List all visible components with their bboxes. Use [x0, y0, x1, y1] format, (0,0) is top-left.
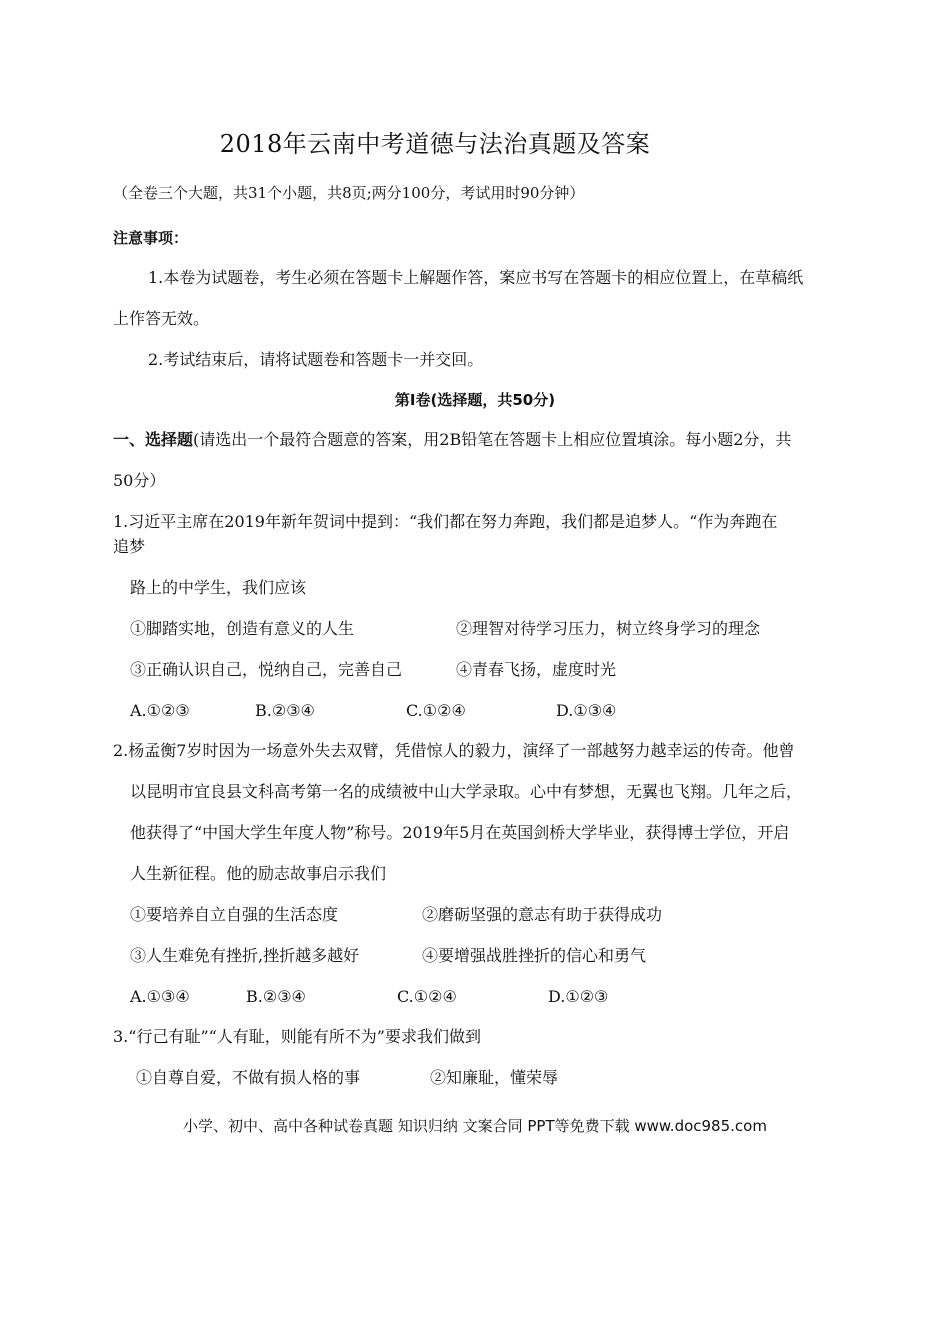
notice-item-1-line-2: 上作答无效。	[113, 309, 210, 328]
question-1-option-4: ④青春飞扬，虚度时光	[456, 660, 617, 679]
question-1-choice-d: D.①③④	[556, 701, 617, 720]
part-one-description: (请选出一个最符合题意的答案，用2B铅笔在答题卡上相应位置填涂。每小题2分，共	[193, 430, 792, 449]
question-1-stem-line-2: 追梦	[113, 537, 146, 556]
question-2-stem-line-4: 人生新征程。他的励志故事启示我们	[130, 864, 387, 883]
question-1-stem-line-1: 1.习近平主席在2019年新年贺词中提到：“我们都在努力奔跑，我们都是追梦人。“作为奔跑在	[113, 512, 778, 531]
notice-item-2: 2.考试结束后，请将试题卷和答题卡一并交回。	[148, 350, 484, 369]
document-title: 2018年云南中考道德与法治真题及答案	[219, 130, 651, 158]
question-1-choice-b: B.②③④	[255, 701, 315, 720]
part-one-line-2: 50分）	[113, 471, 166, 490]
question-3-option-1: ①自尊自爱，不做有损人格的事	[136, 1068, 361, 1087]
part-one-line-1	[113, 430, 791, 450]
question-2-choice-a: A.①③④	[130, 987, 190, 1006]
exam-info: （全卷三个大题，共31个小题，共8页;两分100分，考试用时90分钟）	[113, 184, 585, 202]
question-1-choice-c: C.①②④	[406, 701, 466, 720]
question-2-choice-b: B.②③④	[246, 987, 306, 1006]
question-1-stem-line-3: 路上的中学生，我们应该	[130, 578, 307, 597]
question-3-option-2: ②知廉耻，懂荣辱	[430, 1068, 559, 1087]
question-2-choice-d: D.①②③	[548, 987, 609, 1006]
question-2-option-3: ③人生难免有挫折,挫折越多越好	[130, 946, 360, 965]
notice-item-1-line-1: 1.本卷为试题卷，考生必须在答题卡上解题作答，案应书写在答题卡的相应位置上，在草稿纸	[148, 268, 804, 287]
section-title: 第Ⅰ卷(选择题，共50分)	[394, 391, 556, 409]
question-2-option-2: ②磨砺坚强的意志有助于获得成功	[422, 905, 663, 924]
question-2-option-1: ①要培养自立自强的生活态度	[130, 905, 339, 924]
question-1-option-2: ②理智对待学习压力，树立终身学习的理念	[456, 619, 761, 638]
question-1-choice-a: A.①②③	[130, 701, 190, 720]
question-2-choice-c: C.①②④	[397, 987, 457, 1006]
question-2-stem-line-3: 他获得了“中国大学生年度人物”称号。2019年5月在英国剑桥大学毕业，获得博士学位，开启	[130, 823, 790, 842]
part-one-label: 一、选择题	[113, 430, 194, 449]
notice-heading: 注意事项：	[113, 229, 189, 247]
question-2-stem-line-1: 2.杨孟衡7岁时因为一场意外失去双臂，凭借惊人的毅力，演绎了一部越努力越幸运的传奇。他曾	[113, 741, 795, 760]
question-2-option-4: ④要增强战胜挫折的信心和勇气	[422, 946, 647, 965]
page-footer: 小学、初中、高中各种试卷真题 知识归纳 文案合同 PPT等免费下载 www.doc985.com	[183, 1117, 767, 1135]
question-1-option-3: ③正确认识自己，悦纳自己，完善自己	[130, 660, 403, 679]
question-3-stem-line-1: 3.“行己有耻”“人有耻，则能有所不为”要求我们做到	[113, 1027, 481, 1046]
question-2-stem-line-2: 以昆明市宜良县文科高考第一名的成绩被中山大学录取。心中有梦想，无翼也飞翔。几年之后，	[130, 782, 803, 801]
question-1-option-1: ①脚踏实地，创造有意义的人生	[130, 619, 355, 638]
